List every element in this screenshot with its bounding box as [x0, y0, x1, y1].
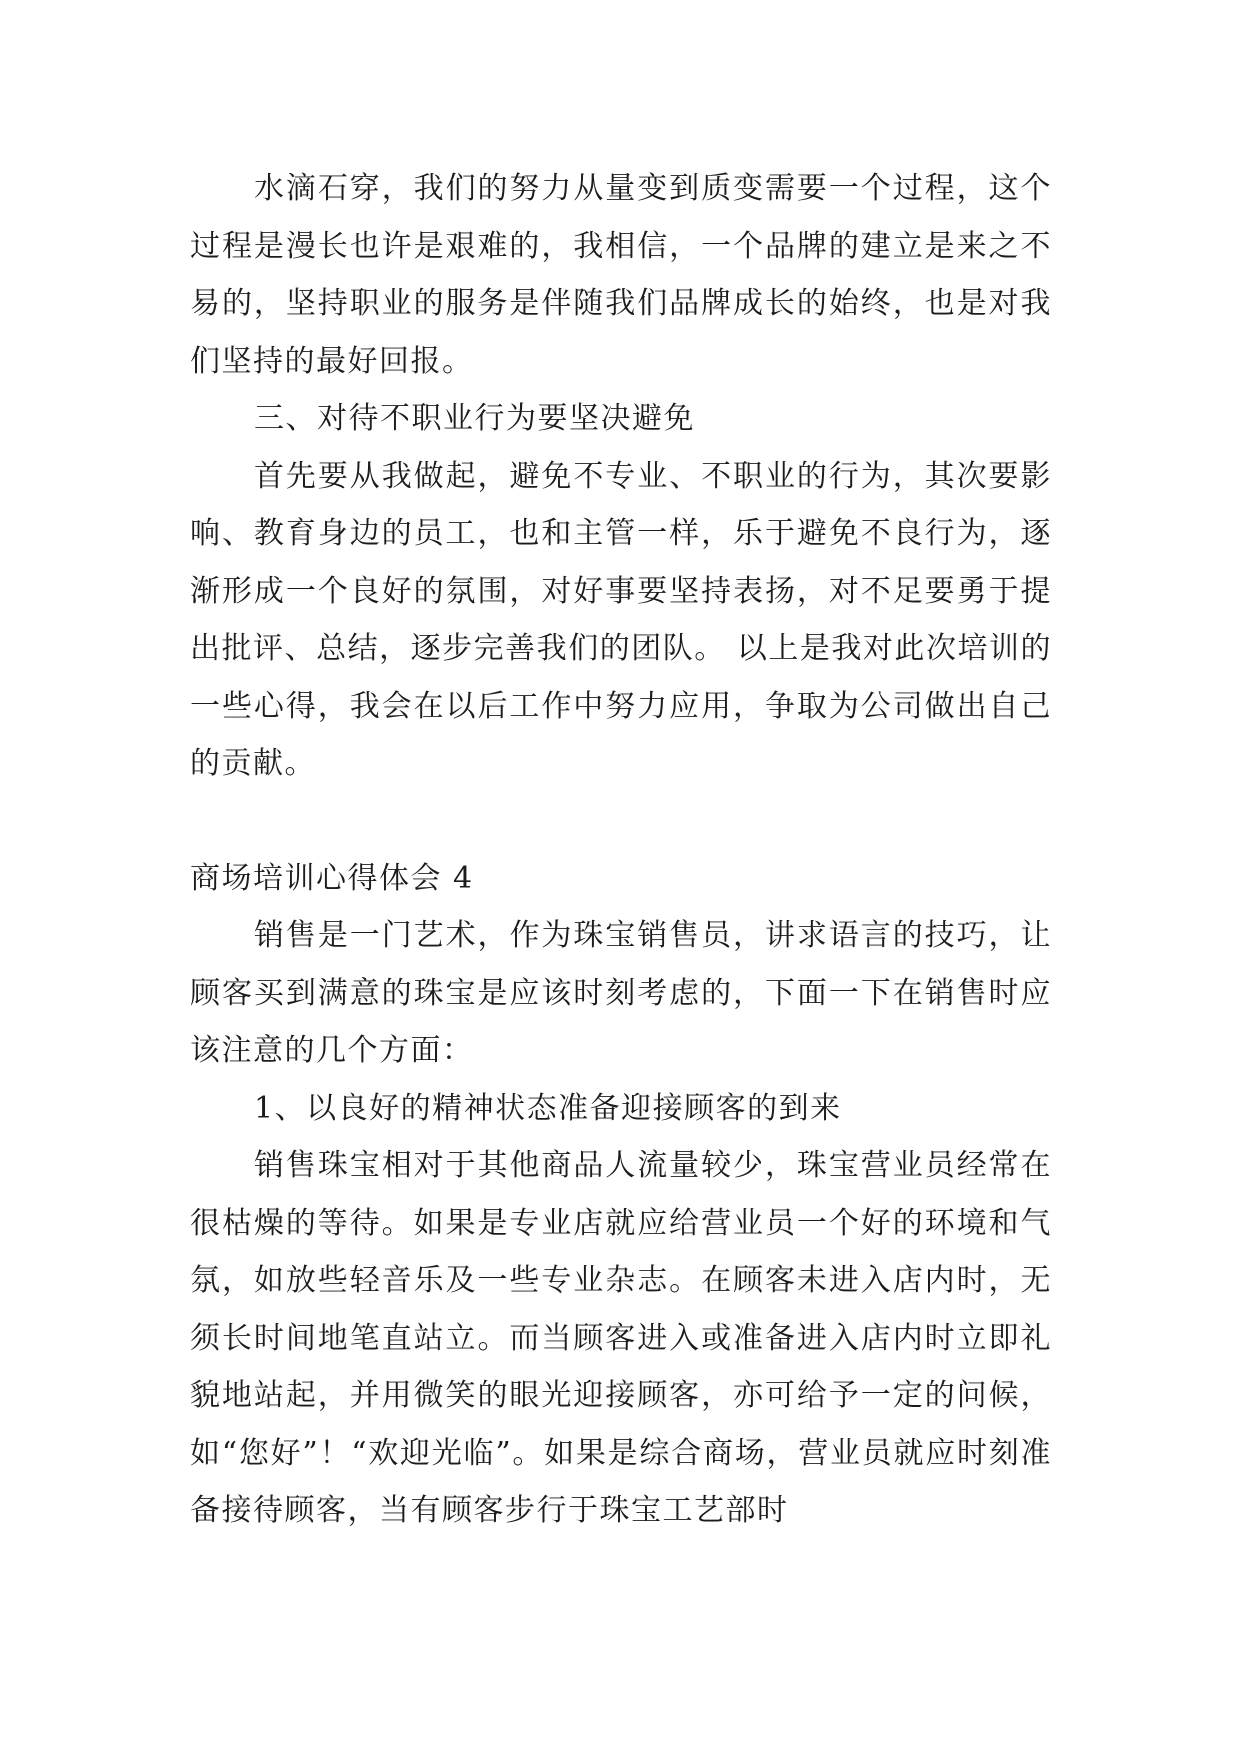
paragraph-start-from-me: 首先要从我做起，避免不专业、不职业的行为，其次要影响、教育身边的员工，也和主管一样，乐于避免不良行为，逐渐形成一个良好的氛围，对好事要坚持表扬，对不足要勇于提出批评、总结，逐步完善我们的团队。 以上是我对此次培训的一些心得，我会在以后工作中努力应用，争取为公司做出自己的贡献。 — [190, 458, 1052, 781]
heading-avoid-unprofessional: 三、对待不职业行为要坚决避免 — [254, 401, 695, 436]
section-title-4: 商场培训心得体会 4 — [190, 860, 474, 896]
paragraph-perseverance: 水滴石穿，我们的努力从量变到质变需要一个过程，这个过程是漫长也许是艰难的，我相信，一个品牌的建立是来之不易的，坚持职业的服务是伴随我们品牌成长的始终，也是对我们坚持的最好回报。 — [190, 171, 1052, 379]
paragraph-sales-art: 销售是一门艺术，作为珠宝销售员，讲求语言的技巧，让顾客买到满意的珠宝是应该时刻考虑的，下面一下在销售时应该注意的几个方面： — [190, 918, 1052, 1068]
heading-good-spirit: 1、以良好的精神状态准备迎接顾客的到来 — [254, 1090, 842, 1126]
paragraph-jewelry-sales: 销售珠宝相对于其他商品人流量较少，珠宝营业员经常在很枯燥的等待。如果是专业店就应给营业员一个好的环境和气氛，如放些轻音乐及一些专业杂志。在顾客未进入店内时，无须长时间地笔直站立。而当顾客进入或准备进入店内时立即礼貌地站起，并用微笑的眼光迎接顾客，亦可给予一定的问候，如“您好”！“欢迎光临”。如果是综合商场，营业员就应时刻准备接待顾客，当有顾客步行于珠宝工艺部时 — [190, 1148, 1052, 1528]
document-body — [190, 160, 1052, 1540]
